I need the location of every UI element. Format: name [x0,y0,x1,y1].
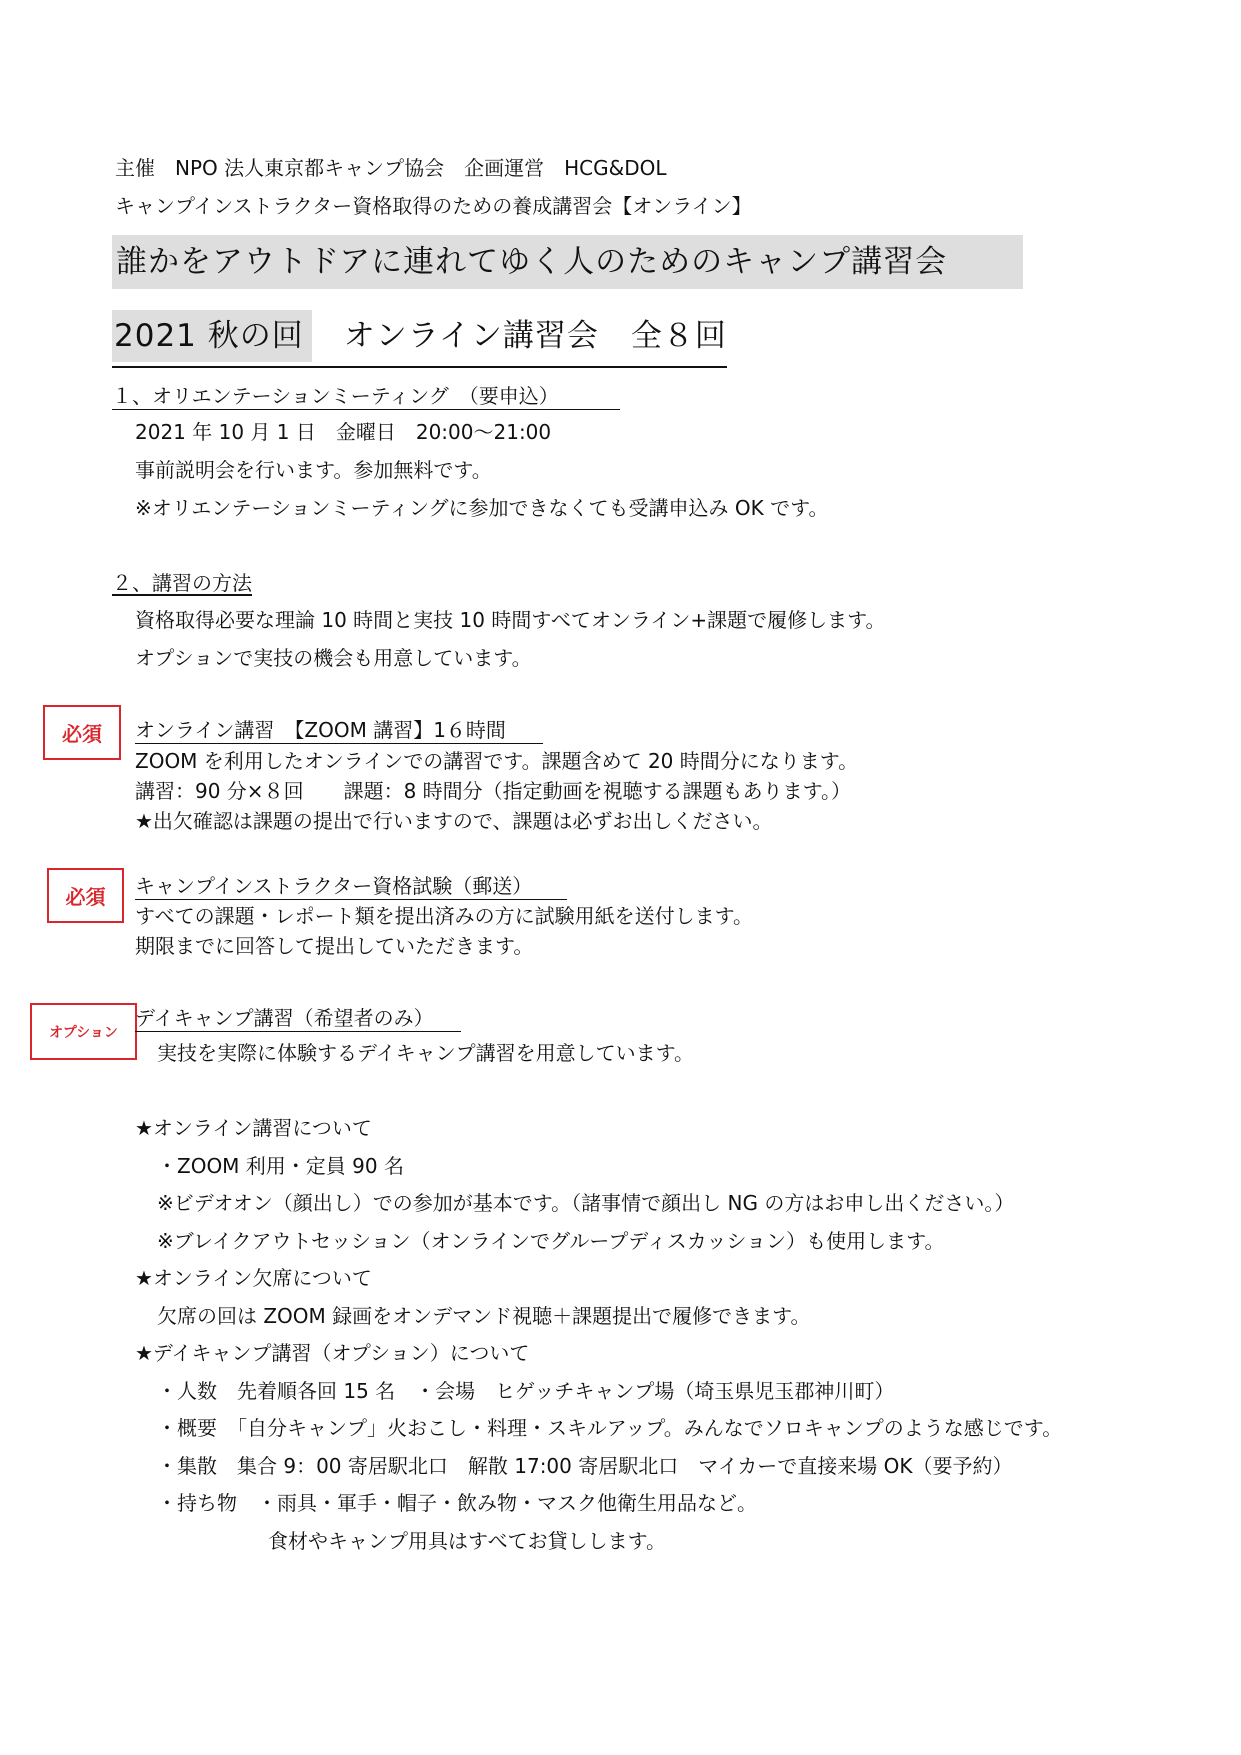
page-title: 誰かをアウトドアに連れてゆく人のためのキャンプ講習会 [112,235,1023,289]
absence-heading: ★オンライン欠席について [135,1266,372,1290]
online-note: ※ビデオオン（顔出し）での参加が基本です。（諸事情で顔出し NG の方はお申し出ください。） [157,1191,1015,1215]
daycamp-note: ・人数 先着順各回 15 名 ・会場 ヒゲッチキャンプ場（埼玉県児玉郡神川町） [157,1379,895,1403]
option-badge: オプション [30,1003,137,1060]
organizer-line: 主催 NPO 法人東京都キャンプ協会 企画運営 HCG&DOL [115,156,667,180]
exam-line2: 期限までに回答して提出していただきます。 [135,934,534,958]
daycamp-note: ・集散 集合 9：00 寄居駅北口 解散 17:00 寄居駅北口 マイカーで直接来場 OK（要予約） [157,1454,1013,1478]
section1-date: 2021 年 10 月 1 日 金曜日 20:00～21:00 [135,420,552,444]
exam-heading: キャンプインストラクター資格試験（郵送） [135,873,567,900]
section2-line2: オプションで実技の機会も用意しています。 [135,646,532,670]
online-note: ・ZOOM 利用・定員 90 名 [157,1154,404,1178]
online-note: ※ブレイクアウトセッション（オンラインでグループディスカッション）も使用します。 [157,1229,945,1253]
section1-line2: 事前説明会を行います。参加無料です。 [135,458,492,482]
online-line3: ★出欠確認は課題の提出で行いますので、課題は必ずお出しください。 [135,809,773,833]
exam-line1: すべての課題・レポート類を提出済みの方に試験用紙を送付します。 [135,904,753,928]
required-badge: 必須 [43,705,121,760]
required-badge: 必須 [47,868,124,923]
online-notes-heading: ★オンライン講習について [135,1116,372,1140]
section2-line1: 資格取得必要な理論 10 時間と実技 10 時間すべてオンライン+課題で履修します。 [135,608,886,632]
session-title [112,310,727,368]
session-highlight: 2021 秋の回 [112,310,312,362]
session-rest: オンライン講習会 全８回 [311,318,727,354]
daycamp-note: 食材やキャンプ用具はすべてお貸しします。 [268,1529,666,1553]
daycamp-note: ・概要 「自分キャンプ」火おこし・料理・スキルアップ。みんなでソロキャンプのような感じです。 [157,1416,1063,1440]
online-line1: ZOOM を利用したオンラインでの講習です。課題含めて 20 時間分になります。 [135,749,859,773]
online-course-heading: オンライン講習 【ZOOM 講習】1６時間 [135,717,543,744]
daycamp-line1: 実技を実際に体験するデイキャンプ講習を用意しています。 [157,1041,694,1065]
absence-note: 欠席の回は ZOOM 録画をオンデマンド視聴＋課題提出で履修できます。 [157,1304,811,1328]
online-line2: 講習：90 分×８回 課題：8 時間分（指定動画を視聴する課題もあります。） [135,779,852,803]
daycamp-note: ・持ち物 ・雨具・軍手・帽子・飲み物・マスク他衛生用品など。 [157,1491,757,1515]
section2-heading: ２、講習の方法 [112,571,252,595]
section1-heading: １、オリエンテーションミーティング （要申込） [112,383,620,410]
daycamp-notes-heading: ★デイキャンプ講習（オプション）について [135,1341,530,1365]
daycamp-heading: デイキャンプ講習（希望者のみ） [135,1005,461,1032]
section1-line3: ※オリエンテーションミーティングに参加できなくても受講申込み OK です。 [135,496,829,520]
course-subtitle: キャンプインストラクター資格取得のための養成講習会【オンライン】 [115,194,752,218]
